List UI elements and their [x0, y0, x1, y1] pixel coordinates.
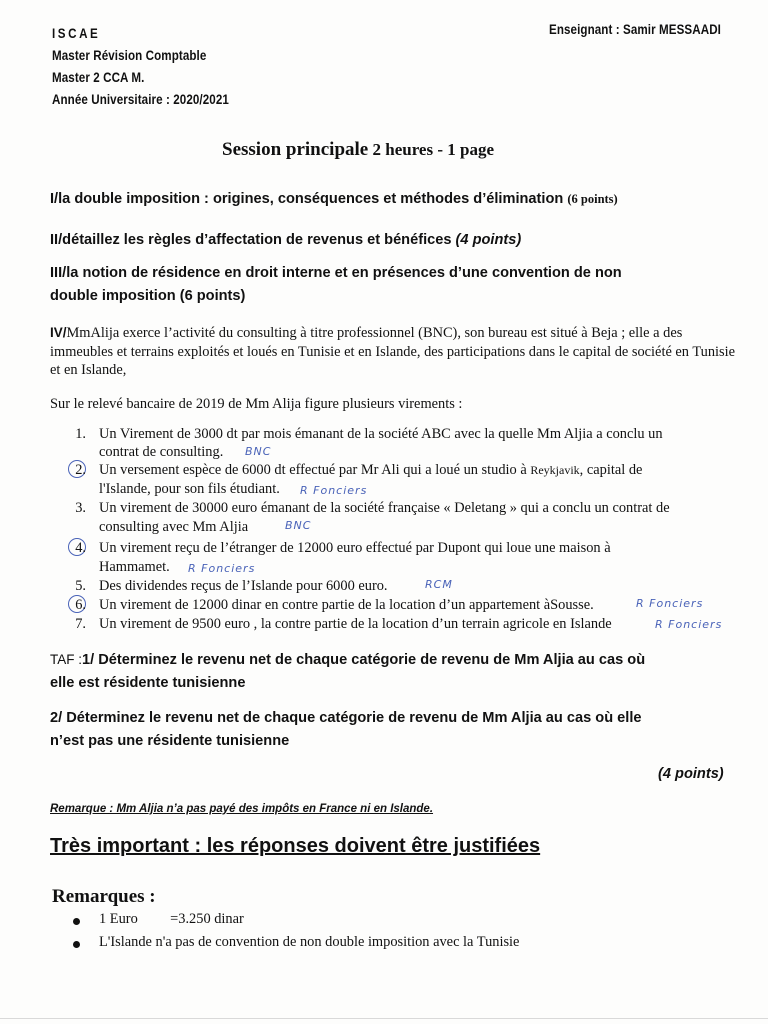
taf-question-2-line-2: n’est pas une résidente tunisienne: [50, 733, 290, 749]
item-2-city: Reykjavik: [530, 463, 580, 477]
bullet-icon: [73, 941, 80, 948]
school-name: ISCAE: [52, 26, 101, 41]
item-number: 4.: [75, 540, 86, 556]
item-4-line-1: Un virement reçu de l’étranger de 12000 euro effectué par Dupont qui loue une maison à: [99, 540, 611, 556]
title-duration: 2 heures - 1 page: [368, 140, 494, 159]
question-3-line-2: double imposition (6 points): [50, 288, 246, 304]
question-2-points: (4 points): [455, 232, 522, 248]
question-1-points: (6 points): [567, 192, 618, 206]
item-2-line-2: l'Islande, pour son fils étudiant.: [99, 481, 280, 497]
item-3-line-2: consulting avec Mm Aljia: [99, 519, 249, 535]
program-line-2: Master 2 CCA M.: [52, 70, 145, 85]
item-number: 5.: [75, 578, 86, 594]
question-4-intro: [50, 324, 740, 380]
handwritten-note: BNC: [285, 519, 312, 532]
item-7-line-1: Un virement de 9500 euro , la contre partie de la location d’un terrain agricole en Islande: [99, 616, 612, 632]
handwritten-note: BNC: [245, 445, 272, 458]
item-4-line-2: Hammamet.: [99, 559, 170, 575]
item-1-line-2: contrat de consulting.: [99, 444, 224, 460]
handwritten-note: R Fonciers: [300, 484, 368, 497]
question-2-text: II/détaillez les règles d’affectation de revenus et bénéfices: [50, 232, 452, 248]
taf-points: (4 points): [658, 766, 724, 782]
question-3-line-1: III/la notion de résidence en droit interne et en présences d’une convention de non: [50, 265, 622, 281]
item-2-line-1: [99, 462, 642, 479]
handwritten-note: R Fonciers: [636, 597, 704, 610]
item-number: 6.: [75, 597, 86, 613]
question-2: [50, 232, 521, 248]
handwritten-note: R Fonciers: [655, 618, 723, 631]
question-4-prefix: IV/: [50, 325, 67, 340]
important-heading: Très important : les réponses doivent être justifiées: [50, 835, 541, 857]
taf-question-1: [50, 651, 645, 669]
item-number: 1.: [75, 426, 86, 442]
question-1-text: I/la double imposition : origines, conséquences et méthodes d’élimination: [50, 191, 564, 207]
item-1-line-1: Un Virement de 3000 dt par mois émanant de la société ABC avec la quelle Mm Aljia a conclu un: [99, 426, 663, 442]
page-title: [222, 139, 494, 161]
item-2-text-end: , capital de: [579, 462, 643, 478]
item-number: 2.: [75, 462, 86, 478]
item-2-text: Un versement espèce de 6000 dt effectué par Mr Ali qui a loué un studio à: [99, 462, 527, 478]
handwritten-note: R Fonciers: [188, 562, 256, 575]
handwritten-note: RCM: [425, 578, 453, 591]
academic-year: Année Universitaire : 2020/2021: [52, 92, 229, 107]
remarque-item-1: 1 Euro =3.250 dinar: [99, 911, 244, 927]
bullet-icon: [73, 918, 80, 925]
bank-statement-intro: Sur le relevé bancaire de 2019 de Mm Alija figure plusieurs virements :: [50, 396, 463, 412]
remarque-note: Remarque : Mm Aljia n’a pas payé des impôts en France ni en Islande.: [50, 803, 434, 815]
taf-question-1-line-1: 1/ Déterminez le revenu net de chaque catégorie de revenu de Mm Aljia au cas où: [82, 652, 646, 668]
item-5-line-1: Des dividendes reçus de l’Islande pour 6000 euro.: [99, 578, 388, 594]
item-3-line-1: Un virement de 30000 euro émanant de la société française « Deletang » qui a conclu un contrat de: [99, 500, 670, 516]
title-main: Session principale: [222, 139, 369, 160]
scan-edge-line: [0, 1018, 768, 1019]
teacher-name: Enseignant : Samir MESSAADI: [549, 22, 721, 37]
taf-prefix: TAF :: [50, 652, 82, 667]
item-number: 7.: [75, 616, 86, 632]
remarque-item-2: L'Islande n'a pas de convention de non double imposition avec la Tunisie: [99, 934, 520, 950]
remarques-heading: Remarques :: [52, 886, 156, 907]
taf-question-2-line-1: 2/ Déterminez le revenu net de chaque catégorie de revenu de Mm Aljia au cas où elle: [50, 710, 642, 726]
question-1: [50, 191, 618, 207]
item-number: 3.: [75, 500, 86, 516]
question-4-text: MmAlija exerce l’activité du consulting à titre professionnel (BNC), son bureau est situé à Beja ; elle a des immeubles et terrains exploités et loués en Tunisie et en Islande, des participations dans le capital de société en Tunisie et en Islande,: [50, 325, 736, 378]
item-6-line-1: Un virement de 12000 dinar en contre partie de la location d’un appartement àSousse.: [99, 597, 594, 613]
taf-question-1-line-2: elle est résidente tunisienne: [50, 675, 246, 691]
program-line: Master Révision Comptable: [52, 48, 207, 63]
